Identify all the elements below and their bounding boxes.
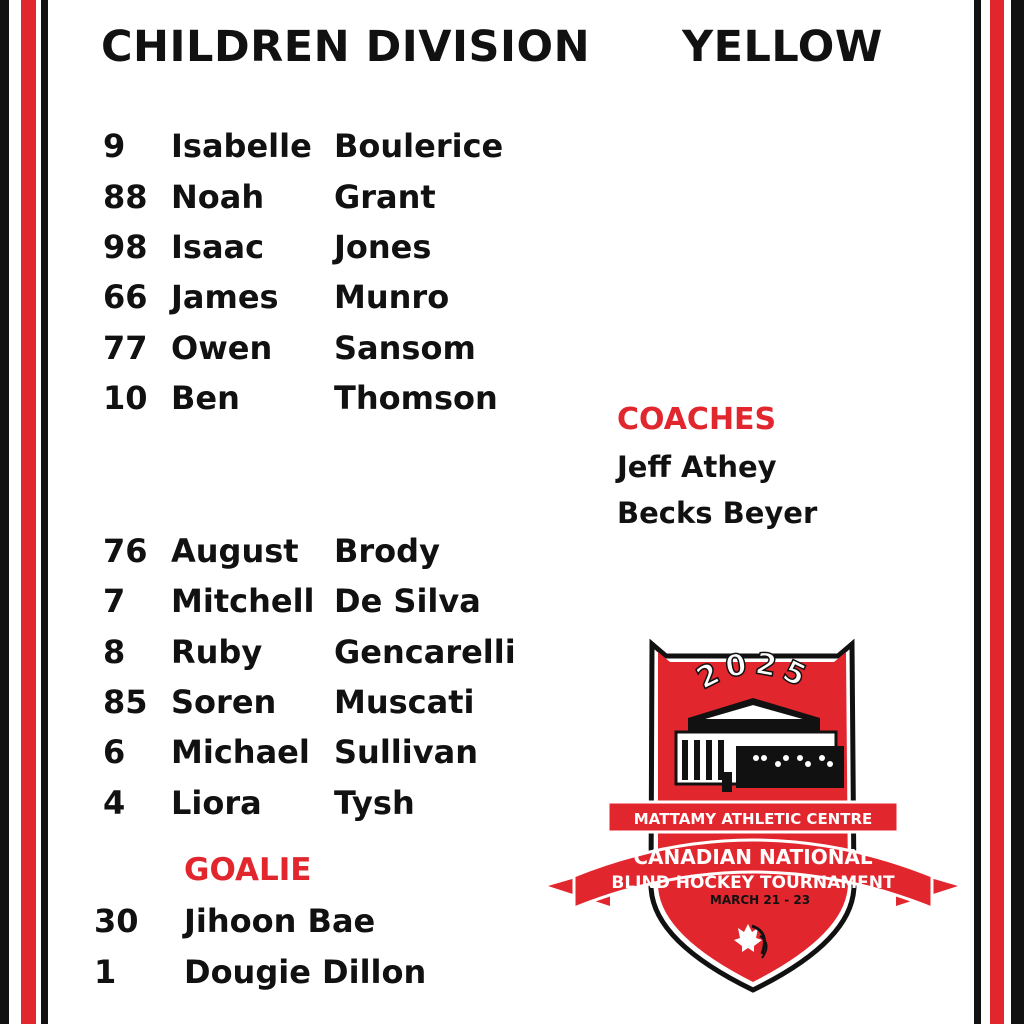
player-last-name: Gencarelli xyxy=(334,633,516,671)
player-last-name: Boulerice xyxy=(334,127,504,165)
player-first-name: Isabelle xyxy=(171,127,312,165)
player-first-name: Ben xyxy=(171,379,240,417)
goalie-heading: GOALIE xyxy=(184,852,312,888)
coaches-heading: COACHES xyxy=(617,402,777,437)
player-last-name: De Silva xyxy=(334,582,481,620)
player-first-name: August xyxy=(171,532,299,570)
player-number: 6 xyxy=(103,733,126,771)
player-first-name: James xyxy=(171,278,279,316)
player-first-name: Isaac xyxy=(171,228,265,266)
player-last-name: Grant xyxy=(334,178,436,216)
logo-line-2: BLIND HOCKEY TOURNAMENT xyxy=(611,873,895,893)
player-number: 85 xyxy=(103,683,148,721)
logo-dates: MARCH 21 - 23 xyxy=(709,893,811,907)
player-first-name: Noah xyxy=(171,178,265,216)
goalie-number: 1 xyxy=(94,953,117,991)
team-name: YELLOW xyxy=(682,22,883,72)
coach-name: Jeff Athey xyxy=(617,450,777,484)
player-first-name: Michael xyxy=(171,733,310,771)
player-last-name: Munro xyxy=(334,278,450,316)
goalie-number: 30 xyxy=(94,902,139,940)
goalie-name: Jihoon Bae xyxy=(184,902,376,940)
player-last-name: Jones xyxy=(334,228,432,266)
player-first-name: Owen xyxy=(171,329,273,367)
player-number: 7 xyxy=(103,582,126,620)
player-number: 66 xyxy=(103,278,148,316)
player-number: 8 xyxy=(103,633,126,671)
division-title: CHILDREN DIVISION xyxy=(101,22,591,72)
left-border-stripe-black-inner xyxy=(41,0,48,1024)
goalie-row xyxy=(94,899,494,943)
logo-line-1: CANADIAN NATIONAL xyxy=(633,845,873,869)
goalie-row xyxy=(94,950,494,994)
player-first-name: Soren xyxy=(171,683,277,721)
player-last-name: Sullivan xyxy=(334,733,478,771)
player-number: 77 xyxy=(103,329,148,367)
player-number: 9 xyxy=(103,127,126,165)
player-number: 4 xyxy=(103,784,126,822)
right-border-stripe-red xyxy=(990,0,1004,1024)
left-border-stripe-red xyxy=(21,0,36,1024)
player-number: 10 xyxy=(103,379,148,417)
coach-name: Becks Beyer xyxy=(617,496,818,530)
player-last-name: Muscati xyxy=(334,683,475,721)
right-border-stripe-black-outer xyxy=(1011,0,1024,1024)
player-first-name: Mitchell xyxy=(171,582,315,620)
player-number: 88 xyxy=(103,178,148,216)
player-first-name: Liora xyxy=(171,784,262,822)
left-border-stripe-black-outer xyxy=(0,0,9,1024)
tournament-logo xyxy=(548,636,958,996)
right-border-stripe-black-inner xyxy=(974,0,981,1024)
goalie-name: Dougie Dillon xyxy=(184,953,427,991)
roster-group-1 xyxy=(103,124,543,424)
player-last-name: Brody xyxy=(334,532,440,570)
player-number: 98 xyxy=(103,228,148,266)
player-last-name: Tysh xyxy=(334,784,415,822)
player-last-name: Thomson xyxy=(334,379,498,417)
logo-venue: MATTAMY ATHLETIC CENTRE xyxy=(633,810,873,828)
player-first-name: Ruby xyxy=(171,633,263,671)
roster-group-2 xyxy=(103,529,543,829)
player-last-name: Sansom xyxy=(334,329,476,367)
player-number: 76 xyxy=(103,532,148,570)
logo-year: 2025 xyxy=(691,646,817,697)
